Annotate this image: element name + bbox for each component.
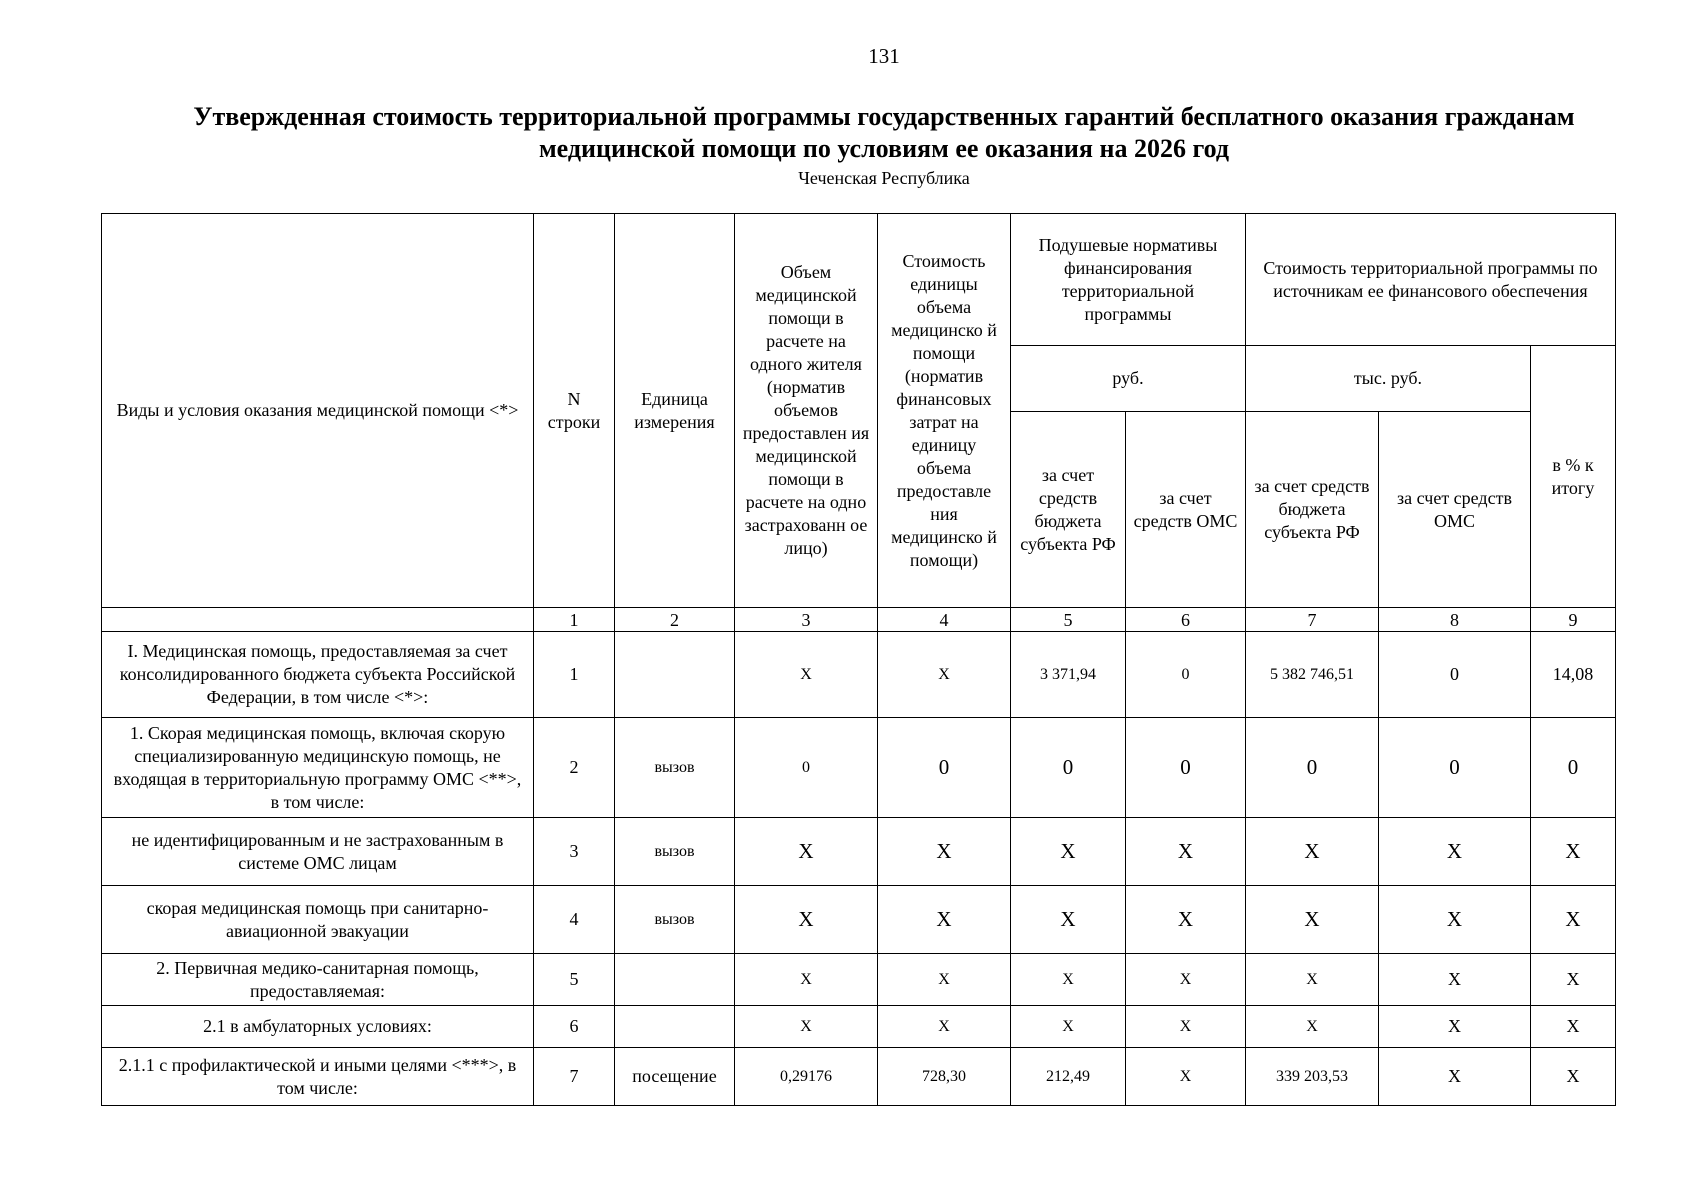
row-oms-thousand: 0 xyxy=(1379,632,1531,718)
cost-table xyxy=(101,213,1616,1106)
row-oms-rub: X xyxy=(1126,954,1246,1006)
page-number: 131 xyxy=(868,44,900,68)
row-volume: X xyxy=(735,954,878,1006)
header-unit-rub: руб. xyxy=(1011,346,1246,412)
row-name: скорая медицинская помощь при санитарно-авиационной эвакуации xyxy=(102,886,534,954)
row-oms-thousand: X xyxy=(1379,818,1531,886)
row-unit: вызов xyxy=(615,886,735,954)
column-number-row xyxy=(102,608,1616,632)
table-row xyxy=(102,886,1616,954)
row-percent: X xyxy=(1531,1048,1616,1106)
header-percent-total: в % к итогу xyxy=(1531,346,1616,608)
table-row xyxy=(102,718,1616,818)
row-oms-thousand: X xyxy=(1379,1006,1531,1048)
row-budget-rf-rub: X xyxy=(1011,1006,1126,1048)
row-oms-rub: 0 xyxy=(1126,718,1246,818)
row-volume: X xyxy=(735,632,878,718)
table-row xyxy=(102,1048,1616,1106)
row-oms-rub: 0 xyxy=(1126,632,1246,718)
table-row xyxy=(102,632,1616,718)
row-budget-rf-rub: X xyxy=(1011,954,1126,1006)
column-number: 1 xyxy=(534,608,615,632)
row-oms-thousand: 0 xyxy=(1379,718,1531,818)
header-program-cost: Стоимость территориальной программы по источникам ее финансового обеспечения xyxy=(1246,214,1616,346)
document-title xyxy=(40,101,1697,165)
table-row xyxy=(102,1006,1616,1048)
row-percent: 14,08 xyxy=(1531,632,1616,718)
row-number: 6 xyxy=(534,1006,615,1048)
title-line-1: Утвержденная стоимость территориальной программы государственных гарантий бесплатного оказания гражданам xyxy=(193,102,1575,131)
row-budget-rf-rub: 0 xyxy=(1011,718,1126,818)
row-unit-cost: X xyxy=(878,632,1011,718)
row-unit: вызов xyxy=(615,818,735,886)
row-budget-rf-rub: X xyxy=(1011,818,1126,886)
row-name: 1. Скорая медицинская помощь, включая скорую специализированную медицинскую помощь, не входящая в территориальную программу ОМС <**>, в том числе: xyxy=(102,718,534,818)
row-number: 4 xyxy=(534,886,615,954)
title-line-2: медицинской помощи по условиям ее оказания на 2026 год xyxy=(538,134,1230,163)
row-number: 3 xyxy=(534,818,615,886)
row-oms-rub: X xyxy=(1126,818,1246,886)
row-unit-cost: 0 xyxy=(878,718,1011,818)
row-budget-rf-thousand: X xyxy=(1246,886,1379,954)
header-volume: Объем медицинской помощи в расчете на одного жителя (норматив объемов предоставлен ия медицинской помощи в расчете на одно застрахованн ое лицо) xyxy=(735,214,878,608)
row-number: 5 xyxy=(534,954,615,1006)
row-unit-cost: X xyxy=(878,818,1011,886)
row-unit-cost: 728,30 xyxy=(878,1048,1011,1106)
row-oms-thousand: X xyxy=(1379,954,1531,1006)
row-name: 2. Первичная медико-санитарная помощь, предоставляемая: xyxy=(102,954,534,1006)
row-volume: X xyxy=(735,1006,878,1048)
column-number: 6 xyxy=(1126,608,1246,632)
column-number: 2 xyxy=(615,608,735,632)
column-number: 7 xyxy=(1246,608,1379,632)
header-kinds-conditions: Виды и условия оказания медицинской помощи <*> xyxy=(102,214,534,608)
header-per-capita-norms: Подушевые нормативы финансирования территориальной программы xyxy=(1011,214,1246,346)
header-oms-thousand: за счет средств ОМС xyxy=(1379,412,1531,608)
row-percent: 0 xyxy=(1531,718,1616,818)
row-oms-rub: X xyxy=(1126,1048,1246,1106)
row-volume: X xyxy=(735,818,878,886)
row-unit-cost: X xyxy=(878,1006,1011,1048)
row-unit-cost: X xyxy=(878,886,1011,954)
header-unit-thousand-rub: тыс. руб. xyxy=(1246,346,1531,412)
row-oms-thousand: X xyxy=(1379,886,1531,954)
row-budget-rf-rub: 212,49 xyxy=(1011,1048,1126,1106)
row-name: не идентифицированным и не застрахованным в системе ОМС лицам xyxy=(102,818,534,886)
region-subtitle: Чеченская Республика xyxy=(798,168,970,188)
row-percent: X xyxy=(1531,818,1616,886)
column-number: 3 xyxy=(735,608,878,632)
row-percent: X xyxy=(1531,886,1616,954)
row-percent: X xyxy=(1531,1006,1616,1048)
row-percent: X xyxy=(1531,954,1616,1006)
row-volume: 0,29176 xyxy=(735,1048,878,1106)
column-number: 9 xyxy=(1531,608,1616,632)
row-budget-rf-thousand: 0 xyxy=(1246,718,1379,818)
row-volume: 0 xyxy=(735,718,878,818)
header-unit-cost: Стоимость единицы объема медицинско й помощи (норматив финансовых затрат на единицу объема предоставле ния медицинско й помощи) xyxy=(878,214,1011,608)
row-name: 2.1.1 с профилактической и иными целями <***>, в том числе: xyxy=(102,1048,534,1106)
header-oms-rub: за счет средств ОМС xyxy=(1126,412,1246,608)
header-row-1 xyxy=(102,214,1616,346)
row-number: 7 xyxy=(534,1048,615,1106)
table-row xyxy=(102,954,1616,1006)
row-unit-cost: X xyxy=(878,954,1011,1006)
row-oms-rub: X xyxy=(1126,886,1246,954)
row-number: 2 xyxy=(534,718,615,818)
row-name: I. Медицинская помощь, предоставляемая за счет консолидированного бюджета субъекта Российской Федерации, в том числе <*>: xyxy=(102,632,534,718)
column-number: 8 xyxy=(1379,608,1531,632)
header-row-number: N строки xyxy=(534,214,615,608)
row-budget-rf-thousand: 339 203,53 xyxy=(1246,1048,1379,1106)
row-number: 1 xyxy=(534,632,615,718)
table-row xyxy=(102,818,1616,886)
row-budget-rf-thousand: X xyxy=(1246,1006,1379,1048)
row-unit: посещение xyxy=(615,1048,735,1106)
row-unit xyxy=(615,1006,735,1048)
row-name: 2.1 в амбулаторных условиях: xyxy=(102,1006,534,1048)
row-unit xyxy=(615,954,735,1006)
column-number: 5 xyxy=(1011,608,1126,632)
row-unit: вызов xyxy=(615,718,735,818)
row-budget-rf-rub: 3 371,94 xyxy=(1011,632,1126,718)
row-budget-rf-thousand: 5 382 746,51 xyxy=(1246,632,1379,718)
row-unit xyxy=(615,632,735,718)
column-number-blank xyxy=(102,608,534,632)
row-volume: X xyxy=(735,886,878,954)
header-budget-rf-thousand: за счет средств бюджета субъекта РФ xyxy=(1246,412,1379,608)
row-budget-rf-thousand: X xyxy=(1246,954,1379,1006)
row-budget-rf-thousand: X xyxy=(1246,818,1379,886)
header-budget-rf-rub: за счет средств бюджета субъекта РФ xyxy=(1011,412,1126,608)
row-oms-thousand: X xyxy=(1379,1048,1531,1106)
column-number: 4 xyxy=(878,608,1011,632)
header-unit: Единица измерения xyxy=(615,214,735,608)
row-oms-rub: X xyxy=(1126,1006,1246,1048)
row-budget-rf-rub: X xyxy=(1011,886,1126,954)
